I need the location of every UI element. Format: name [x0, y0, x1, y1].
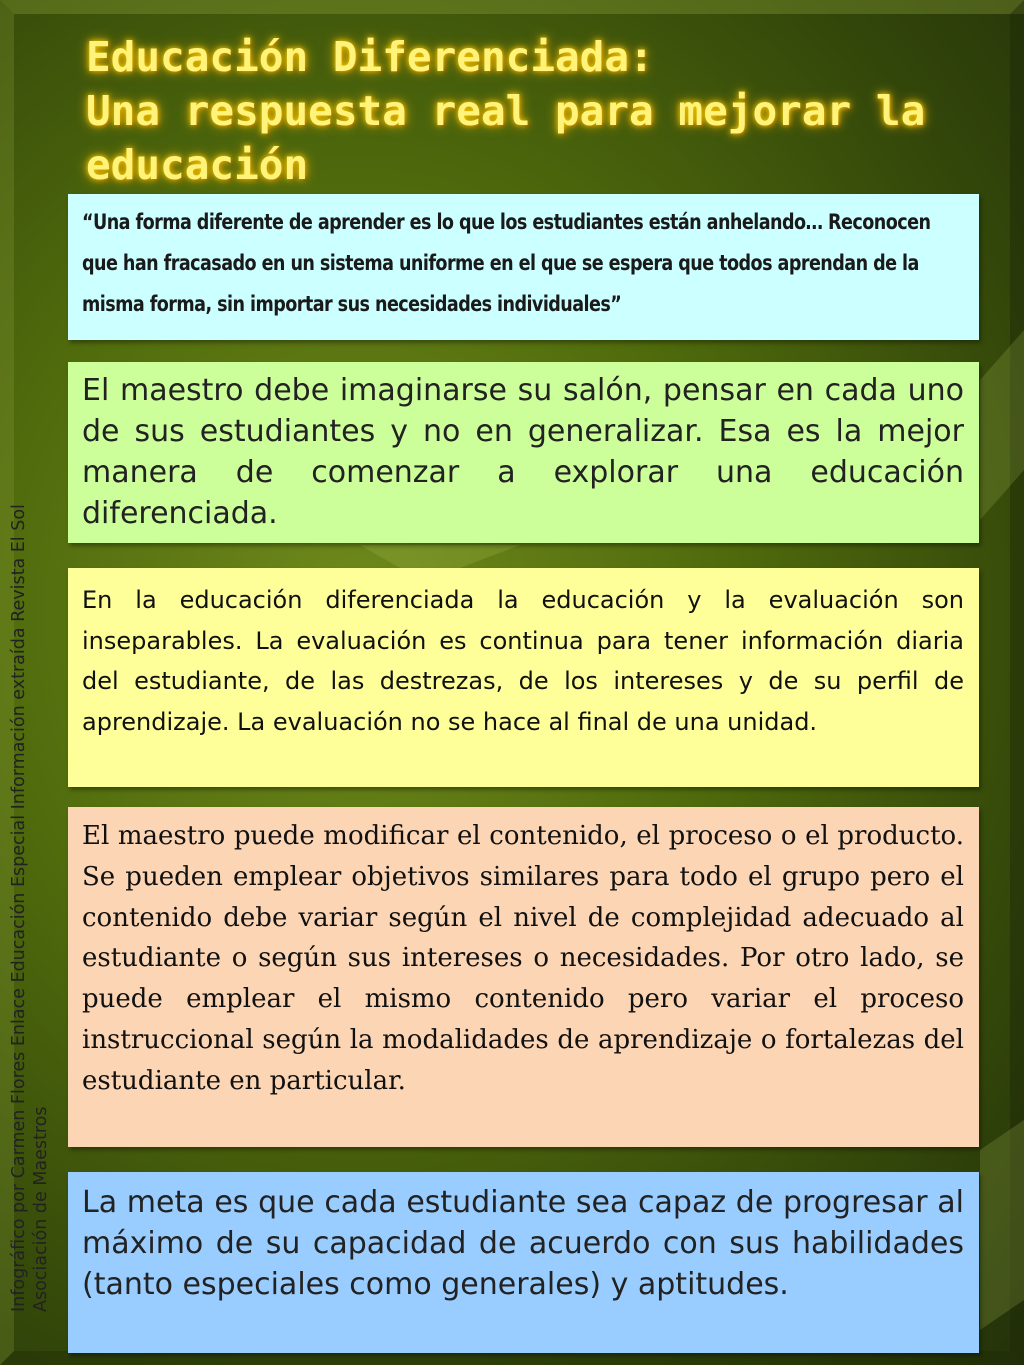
- goal-text: La meta es que cada estudiante sea capaz de progresar al máximo de su capacidad de acuerdo con sus habilidades (tanto especiales como generales) y aptitudes.: [82, 1185, 964, 1302]
- teacher-imagine-text: El maestro debe imaginarse su salón, pensar en cada uno de sus estudiantes y no en generalizar. Esa es la mejor manera de comenzar a explorar una educación diferenciada.: [82, 373, 964, 531]
- evaluation-box: [68, 568, 979, 787]
- author-credit-vertical: [8, 262, 52, 1312]
- quote-box: [68, 194, 979, 340]
- quote-text: “Una forma diferente de aprender es lo que los estudiantes están anhelando… Reconocen que han fracasado en un sistema uniforme en el que se espera que todos aprendan de la misma forma, sin importar sus necesidades individuales”: [82, 210, 931, 316]
- page-title: [86, 30, 986, 192]
- author-credit-line-2: Asociación de Maestros: [31, 1106, 51, 1312]
- title-line-1: Educación Diferenciada:: [86, 33, 654, 81]
- modify-content-box: [68, 807, 979, 1147]
- title-line-3: educación: [86, 141, 309, 189]
- title-line-2: Una respuesta real para mejorar la: [86, 87, 926, 135]
- goal-box: [68, 1172, 979, 1353]
- modify-content-text: El maestro puede modificar el contenido, el proceso o el producto. Se pueden emplear objetivos similares para todo el grupo pero el contenido debe variar según el nivel de complejidad adecuado al estudiante o según sus intereses o necesidades. Por otro lado, se puede emplear el mismo contenido pero variar el proceso instruccional según la modalidades de aprendizaje o fortalezas del estudiante en particular.: [82, 821, 964, 1096]
- evaluation-text: En la educación diferenciada la educación y la evaluación son inseparables. La evaluación es continua para tener información diaria del estudiante, de las destrezas, de los intereses y de su perfil de aprendizaje. La evaluación no se hace al final de una unidad.: [82, 586, 964, 737]
- author-credit-line-1: Infográfico por Carmen Flores Enlace Educación Especial Información extraída Revista El Sol: [9, 504, 29, 1312]
- teacher-imagine-box: [68, 362, 979, 543]
